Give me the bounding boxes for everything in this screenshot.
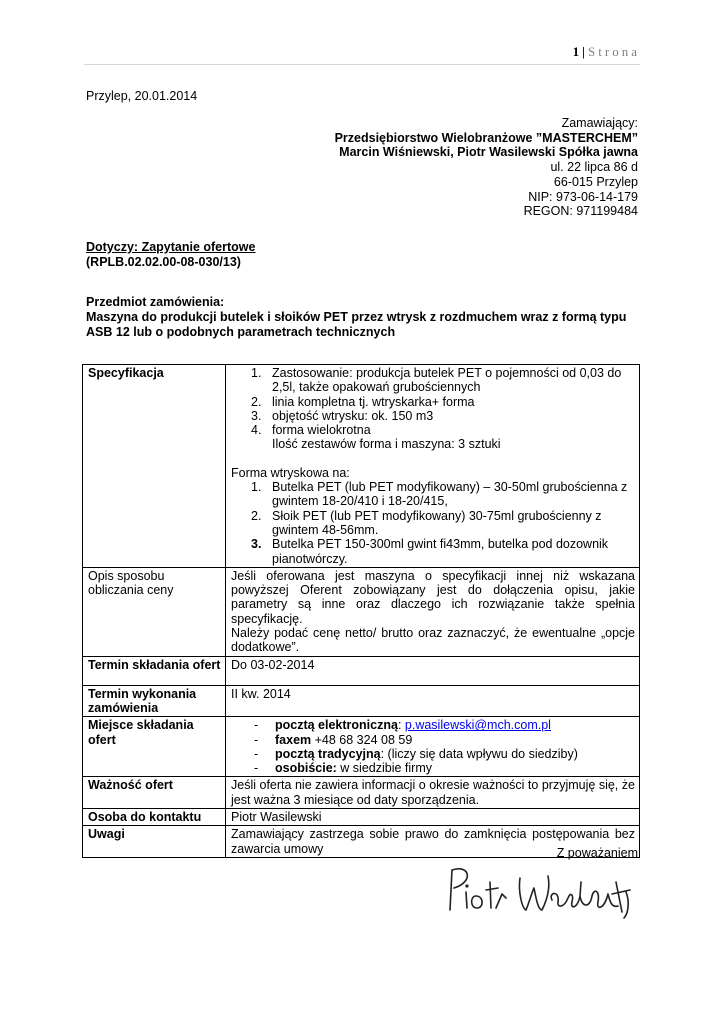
pricing-content — [226, 567, 640, 656]
place-date: Przylep, 20.01.2014 — [86, 89, 198, 103]
place-item-post: - pocztą tradycyjną: (liczy się data wpływu do siedziby) — [254, 746, 578, 761]
deadline-value: Do 03-02-2014 — [226, 656, 640, 685]
mold-item: 2. Słoik PET (lub PET modyfikowany) 30-75ml grubościenny z gwintem 48-56mm. — [251, 508, 602, 537]
pricing-paragraph: Jeśli oferowana jest maszyna o specyfikacji innej niż wskazana powyższej Oferent zobowiązany jest do dołączenia opisu, jakie parametry są inne oraz dlaczego ich rozwiązanie także spełnia specyfikację. — [231, 568, 635, 626]
table-row-spec — [83, 365, 640, 568]
place-label: Miejsce składania ofert — [83, 717, 226, 777]
page-number — [573, 44, 640, 60]
place-item-email: - pocztą elektroniczną: p.wasilewski@mch.com.pl — [254, 718, 551, 733]
contact-value: Piotr Wasilewski — [226, 809, 640, 826]
table-row-deadline — [83, 656, 640, 685]
page-word: Strona — [588, 44, 640, 59]
validity-value: Jeśli oferta nie zawiera informacji o okresie ważności to przyjmuję się, że jest ważna 3 miesiące od daty sporządzenia. — [226, 777, 640, 809]
spec-item: 2. linia kompletna tj. wtryskarka+ forma — [251, 394, 475, 409]
orderer-nip: NIP: 973-06-14-179 — [528, 189, 638, 204]
page-header — [84, 40, 640, 65]
spec-item: 1. Zastosowanie: produkcja butelek PET o pojemności od 0,03 do 2,5l, także opakowań grubościennych — [251, 366, 622, 395]
closing-regards: Z poważaniem — [556, 846, 638, 860]
spec-item: 4. forma wielokrotna Ilość zestawów forma i maszyna: 3 sztuki — [251, 423, 501, 452]
subject-block — [86, 240, 255, 269]
spec-list — [231, 366, 635, 452]
place-item-personal: - osobiście: w siedzibie firmy — [254, 761, 432, 776]
handwritten-signature — [440, 852, 640, 920]
pricing-paragraph: Należy podać cenę netto/ brutto oraz zaznaczyć, że ewentualne „opcje dodatkowe”. — [231, 626, 635, 655]
spec-content — [226, 365, 640, 568]
place-list — [231, 718, 635, 775]
page-number-separator: | — [582, 44, 586, 59]
place-content — [226, 717, 640, 777]
mold-item: 1. Butelka PET (lub PET modyfikowany) – 30-50ml grubościenna z gwintem 18-20/410 i 18-20/415, — [251, 480, 628, 509]
orderer-owners: Marcin Wiśniewski, Piotr Wasilewski Spółka jawna — [339, 145, 638, 160]
orderer-label: Zamawiający: — [561, 116, 638, 130]
orderer-regon: REGON: 971199484 — [523, 204, 638, 219]
contact-label: Osoba do kontaktu — [83, 809, 226, 826]
mold-item: 3. Butelka PET 150-300ml gwint fi43mm, butelka pod dozownik pianotwórczy. — [251, 537, 609, 566]
order-object — [86, 295, 646, 340]
page-number-value: 1 — [572, 44, 580, 59]
spec-label: Specyfikacja — [83, 365, 226, 568]
table-row-pricing — [83, 567, 640, 656]
subject-title: Dotyczy: Zapytanie ofertowe — [86, 240, 256, 254]
orderer-company: Przedsiębiorstwo Wielobranżowe ”MASTERCHEM” — [334, 130, 638, 145]
orderer-street: ul. 22 lipca 86 d — [550, 160, 638, 175]
mold-list — [231, 480, 635, 566]
subject-reference: (RPLB.02.02.00-08-030/13) — [86, 254, 241, 269]
execution-value: II kw. 2014 — [226, 685, 640, 717]
place-item-fax: - faxem +48 68 324 08 59 — [254, 732, 413, 747]
table-row-contact — [83, 809, 640, 826]
specification-table — [82, 364, 640, 858]
mold-title: Forma wtryskowa na: — [231, 465, 350, 480]
validity-label: Ważność ofert — [83, 777, 226, 809]
pricing-label: Opis sposobu obliczania ceny — [83, 567, 226, 656]
spec-item: 3. objętość wtrysku: ok. 150 m3 — [251, 408, 434, 423]
email-link[interactable]: p.wasilewski@mch.com.pl — [404, 718, 551, 733]
execution-label: Termin wykonania zamówienia — [83, 685, 226, 717]
table-row-place — [83, 717, 640, 777]
order-object-title: Przedmiot zamówienia: — [86, 295, 225, 309]
orderer-postal: 66-015 Przylep — [553, 174, 638, 189]
notes-label: Uwagi — [83, 826, 226, 858]
order-object-description: Maszyna do produkcji butelek i słoików PET przez wtrysk z rozdmuchem wraz z formą typu ASB 12 lub o podobnych parametrach technicznych — [86, 310, 627, 339]
deadline-label: Termin składania ofert — [83, 656, 226, 685]
notes-value: Zamawiający zastrzega sobie prawo do zamknięcia postępowania bez zawarcia umowy — [226, 826, 640, 858]
table-row-validity — [83, 777, 640, 809]
table-row-execution — [83, 685, 640, 717]
orderer-block — [335, 116, 638, 219]
